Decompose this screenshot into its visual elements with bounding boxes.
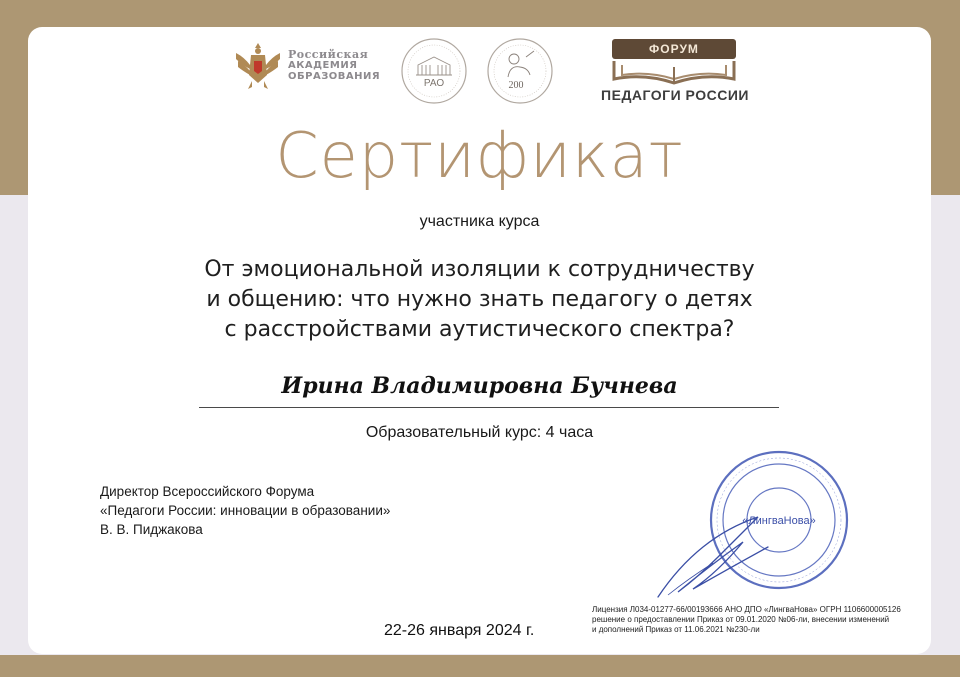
- name-underline: [199, 407, 779, 408]
- eagle-emblem-icon: [232, 39, 284, 93]
- ushinsky-200-seal-icon: [486, 37, 554, 105]
- academy-line3: ОБРАЗОВАНИЯ: [288, 71, 381, 82]
- signature-icon: [648, 497, 798, 607]
- rao-seal-label: РАО: [423, 78, 445, 89]
- course-hours: Образовательный курс: 4 часа: [365, 424, 594, 441]
- course-title: [28, 255, 931, 345]
- certificate-card: [28, 27, 931, 654]
- director-line-2: «Педагоги России: инновации в образовании»: [100, 503, 391, 518]
- rao-seal-icon: [400, 37, 468, 105]
- course-title-line-3: с расстройствами аутистического спектра?: [224, 317, 735, 342]
- license-line-3: и дополнений Приказ от 11.06.2021 №230-ли: [592, 625, 760, 634]
- license-line-2: решение о предоставлении Приказ от 09.01.2020 №06-ли, внесении изменений: [592, 615, 890, 624]
- course-dates: 22-26 января 2024 г.: [384, 622, 535, 639]
- certificate-subtitle: участника курса: [419, 213, 540, 230]
- recipient-name: Ирина Владимировна Бучнева: [281, 373, 678, 399]
- director-line-1: Директор Всероссийского Форума: [100, 484, 315, 499]
- forum-caption: ПЕДАГОГИ РОССИИ: [601, 87, 749, 103]
- license-line-1: Лицензия Л034-01277-66/00193666 АНО ДПО «ЛингваНова» ОГРН 1106600005126: [592, 605, 901, 614]
- forum-badge-label: ФОРУМ: [649, 42, 699, 56]
- director-line-3: В. В. Пиджакова: [100, 522, 203, 537]
- ushinsky-seal-label: 200: [508, 80, 524, 91]
- course-title-line-1: От эмоциональной изоляции к сотрудничеству: [204, 257, 755, 282]
- academy-line1: Российская: [288, 48, 369, 61]
- stamp-center-text: «ЛингваНова»: [742, 515, 816, 527]
- director-block: [100, 482, 390, 539]
- bottom-band: [0, 655, 960, 677]
- certificate-title: Сертификат: [275, 119, 684, 192]
- course-title-line-2: и общению: что нужно знать педагогу о детях: [206, 287, 753, 312]
- license-info: [592, 605, 901, 635]
- academy-logo-text: [288, 49, 380, 82]
- forum-badge: [612, 39, 736, 59]
- academy-line2: АКАДЕМИЯ: [288, 60, 358, 71]
- open-book-icon: [608, 57, 740, 87]
